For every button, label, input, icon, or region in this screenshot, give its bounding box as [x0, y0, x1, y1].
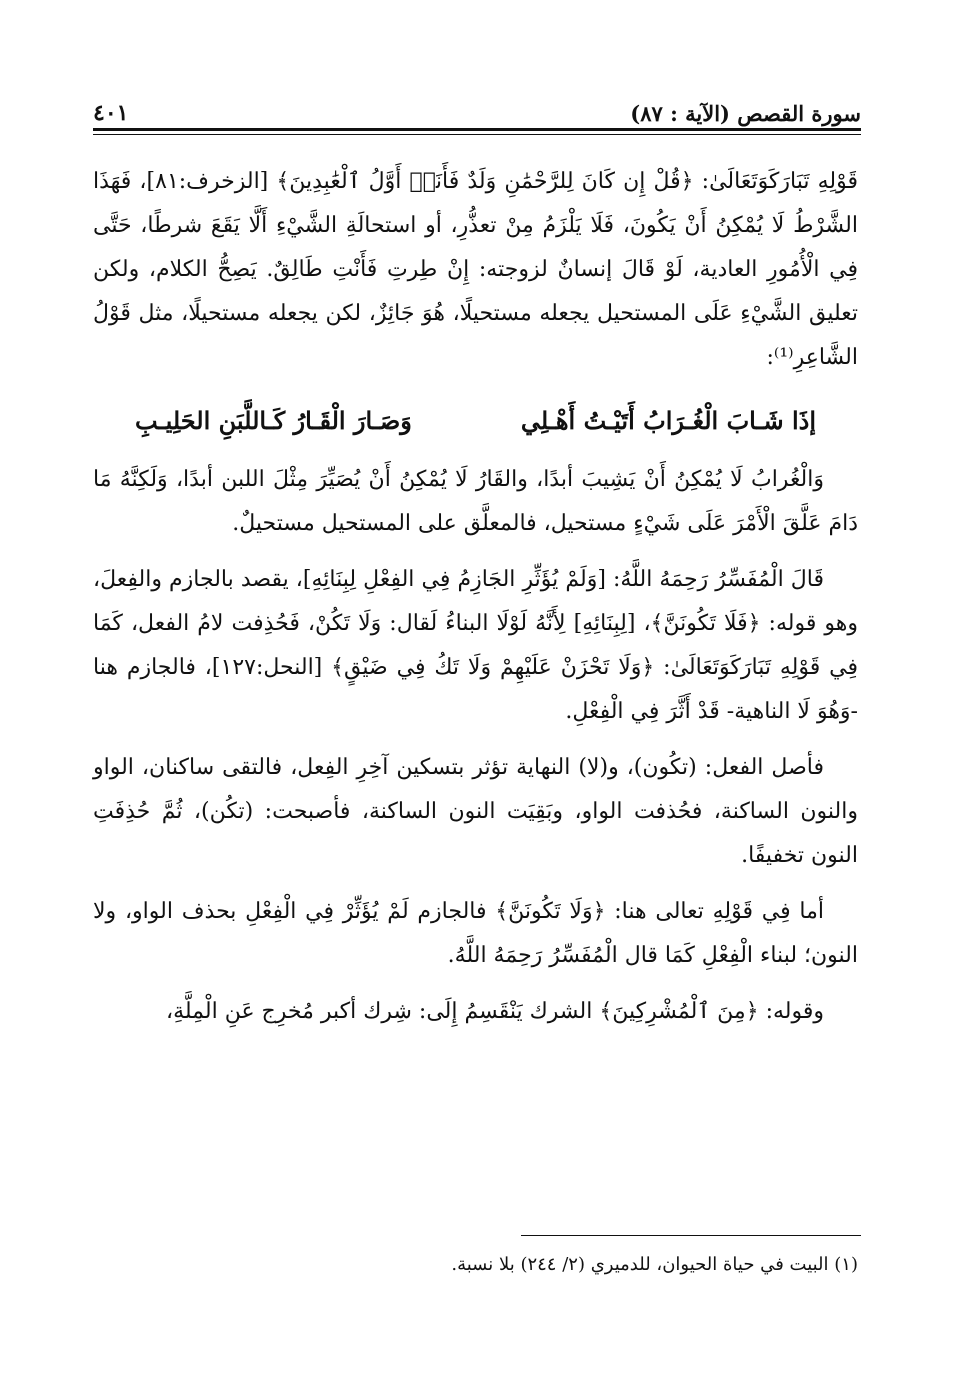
page-number: ٤٠١ [93, 100, 129, 126]
footnote-rule [521, 1235, 861, 1236]
verse-first-hemistich: إذَا شَـابَ الْغُـرَابُ أَتَيْـتُ أَهْـلِي [520, 406, 816, 435]
header-rule [93, 128, 861, 131]
paragraph-crow: وَالْغُرابُ لَا يُمْكِنُ أَنْ يَشِيبَ أبدًا، والقَارُ لَا يُمْكِنُ أَنْ يُصَيِّرَ مِثْلَ اللبن أبدًا، وَلَكِنَّهُ مَا دَامَ عَلَّقَ الْأَمْرَ عَلَى شَيْءٍ مستحيل، فالمعلَّق على المستحيل مستحيلٌ. [93, 467, 858, 536]
paragraph-verb-origin: فأصل الفعل: (تكُون)، و(لا) النهاية تؤثر بتسكين آخِرِ الفِعل، فالتقى ساكنان، الواو والنون الساكنة، فحُذفت الواو، وبَقِيَت النون الساكنة، فأصبحت: (تكُن)، ثُمَّ حُذِفَتِ النون تخفيفًا. [93, 755, 858, 868]
footnote: (١) البيت في حياة الحيوان، للدميري (٢/ ٢٤٤) بلا نسبة. [451, 1254, 858, 1275]
header-rule-thin [93, 134, 861, 135]
paragraph-here: أما فِي قَوْلِهِ تعالى هنا: ﴿وَلَا تَكُونَنَّ﴾ فالجازم لَمْ يُؤَثِّرْ فِي الْفِعْلِ بحذف الواو، ولا النون؛ لبناء الْفِعْلِ كَمَا قال الْمُفَسِّرُ رَحِمَهُ اللَّهُ. [93, 899, 858, 968]
paragraph-mufassir: قَالَ الْمُفَسِّرُ رَحِمَهُ اللَّهُ: [وَلَمْ يُؤَثِّرِ الجَازِمُ فِي الفِعْلِ لِبِنَائِهِ]، يقصد بالجازم والفِعلَ، وهو قوله: ﴿فَلَا تَكُونَنَّ﴾، [لِبِنَائِهِ] لِأَنَّهُ لَوْلَا البناءُ لَقال: وَلَا تَكُنْ، فَحُذِفت لامُ الفعل، كَمَا فِي قَوْلِهِ تَبَارَكَوَتَعَالَىٰ: ﴿وَلَا تَحْزَنْ عَلَيْهِمْ وَلَا تَكُ فِي ضَيْقٍ﴾ [النحل:١٢٧]، فالجازم هنا -وَهُوَ لَا الناهية- قَدْ أَثَّرَ فِي الْفِعْلِ. [93, 567, 859, 724]
surah-header-title: سورة القصص (الآية : ٨٧) [630, 101, 861, 126]
poetry-verse [93, 392, 858, 450]
paragraph-shirk: وقوله: ﴿مِنَ ٱلْمُشْرِكِينَ﴾ الشرك يَنْقَسِمُ إِلَى: شِرك أكبر مُخرِج عَنِ الْمِلَّةِ، [165, 999, 824, 1024]
running-header [93, 92, 861, 126]
verse-second-hemistich: وَصَـارَ الْقَـارُ كَـاللَّبَنِ الحَلِيـبِ [135, 406, 412, 435]
body-text [93, 160, 858, 1046]
paragraph-condition: قَوْلِهِ تَبَارَكَوَتَعَالَىٰ: ﴿قُلْ إِن كَانَ لِلرَّحْمَٰنِ وَلَدٌ فَأَنَا۠ أَوَّلُ ٱلْعَٰبِدِينَ﴾ [الزخرف:٨١]، فَهَذَا الشَّرْطُ لَا يُمْكِنُ أَنْ يَكُونَ، فَلَا يَلْزَمُ مِنْ تعذُّرِ، أو استحالَةِ الشَّيْءِ أَلَّا يَقَعَ شرطًا، حَتَّى فِي الْأُمُورِ العادية، لَوْ قَالَ إنسانٌ لزوجته: إِنْ طِرتِ فَأَنْتِ طَالِقٌ. يَصِحُّ الكلام، ولكن تعليق الشَّيْءِ عَلَى المستحيل يجعله مستحيلًا، هُوَ جَائِزٌ، لكن يجعله مستحيلًا، مثل قَوْلُ الشَّاعِرِ⁽¹⁾: [93, 169, 858, 370]
